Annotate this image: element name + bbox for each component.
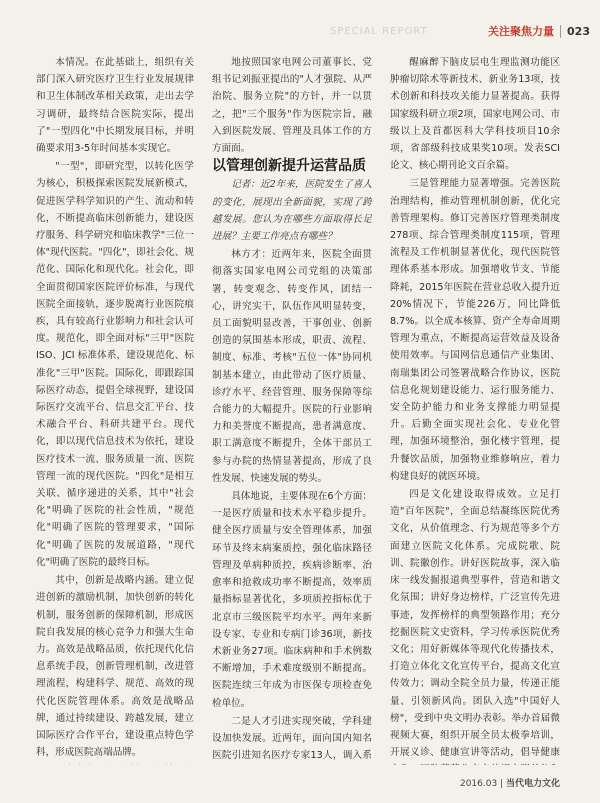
paragraph: 其中，创新是战略内涵。建立促进创新的激励机制，加快创新的转化机制，服务创新的保障机制，形成医院自我发展的核心竞争力和强大生命力。高效是战略品质，依托现代化信息系统手段，创新管理机制，改进管理流程，构建科学、规范、高效的现代化医院管理体系。高效是战略品牌，通过持续建设、跨越发展，建立国际医疗合作平台，建设重点特色学科，形成医院高端品牌。: [36, 575, 194, 759]
interview-answer: 林方才：近两年来，医院全面贯彻落实国家电网公司党组的决策部署，转变观念、转变作风，团结一心，讲究实干，队伍作风明显转变，员工面貌明显改善，干事创业、创新创造的氛围基本形成，职责、流程、制度、标准、考核"五位一体"协同机制基本建立，由此带动了医疗质量、诊疗水平、经营管理、服务保障等综合能力的大幅提升。医院的行业影响力和美誉度不断提高，患者满意度、职工满意度不断提升，全体干部员工参与办院的热情显著提高，形成了良性发展、快速发展的势头。: [212, 249, 372, 484]
interview-question: 记者：近2年来，医院发生了喜人的变化，展现出全新面貌，实现了跨越发展。您认为在哪些方面取得长足进展？主要工作亮点有哪些？: [212, 179, 372, 243]
page-footer: 2016.03 | 当代电力文化: [459, 779, 560, 789]
paragraph: "一型"，即研究型，以转化医学为核心，积极探索医院发展新模式，促进医学科学知识的产生、流动和转化，不断提高临床创新能力，建设医疗服务、科学研究和临床教学"三位一体"现代医院。"四化"，即社会化、规范化、国际化和现代化。社会化，即全面贯彻国家医院评价标准，与现代医院全面接轨，逐步脱离行业医院痕疾，具有较高行业影响力和社会认可度。规范化，即全面对标"三甲"医院 ISO、JCI 标准体系，建设规范化、标准化"三甲"医院。国际化，即跟踪国际医疗动态，提倡全球视野，建设国际医疗交流平台、信息交汇平台、技术融合平台、科研共建平台。现代化，即以现代信息技术为依托，建设医疗技术一流、服务质量一流、医院管理一流的现代医院。"四化"是相互关联、循序递进的关系，其中"社会化"明确了医院的社会性质，"规范化"明确了医院的管理要求，"国际化"明确了医院的发展道路，"现代化"明确了医院的最终目标。: [36, 161, 194, 568]
paragraph: 四是文化建设取得成效。立足打造"百年医院"，全面总结凝练医院优秀文化，从价值理念、行为规范等多个方面建立医院文化体系。完成院歌、院训、院徽创作。讲好医院故事，深入临床一线发掘报道典型事件，营造和谐文化氛围；讲好身边榜样，广泛宣传先进事迹，发挥榜样的典型领路作用；充分挖掘医院文史资料，学习传承医院优秀文化；用好新媒体等现代化传播技术，打造立体化文化宣传平台，提高文化宣传效力；调动全院全员力量，传递正能量、引领新风尚。团队入选"中国好人榜"，受到中央文明办表彰。举办首届微视频大赛，组织开展全员太极拳培训，开展义诊、健康宣讲等活动，倡导健康: [390, 489, 560, 759]
section-tag: 关注聚焦力量: [488, 25, 555, 38]
section-heading: 以管理创新提升运营品质: [212, 158, 366, 175]
page-number: 023: [560, 25, 590, 38]
column-1: [36, 54, 194, 765]
magazine-name: 当代电力文化: [505, 779, 560, 789]
issue-date: 2016.03: [459, 779, 498, 789]
paragraph: 具体地说，主要体现在6个方面：一是医疗质量和技术水平稳步提升。健全医疗质量与安全管理体系，加强环节及终末病案质控，强化临床路径管理及单病种质控，疾病诊断率、治愈率和抢救成功率不断提高，效率质量指标显著优化，多项质控指标优于北京市三级医院平均水平。两年来新设专家、专业和专病门诊36项，新技术新业务27项。临床病种和手术例数不断增加，手术难度级别不断提高。医院连续三年成为市医保专项检查免检单位。: [212, 491, 372, 709]
paragraph: 三是管理能力显著增强。完善医院治理结构，推动管理机制创新，优化完善管理架构。修订完善医疗管理类制度278项、综合管理类制度115项，管理流程及工作机制显著优化，现代医院管理体系基本形成。加强增收节支、节能降耗，2015年医院在营业总收入提升近20%情况下，节能226万，同比降低8.7%。以全成本核算、资产全寿命周期管理为重点，不断提高运营效益及设备使用效率。与国网信息通信产业集团、南瑞集团公司签署战略合作协议，医院信息化规划建设能力、运行服务能力、安全防护能力和业务支撑能力明显提升。后勤全面实现社会化、专业化管理，加强环境整治，强化楼宇管理，提升餐饮品质，加强物业维修响应，着力构建良好的就医环境。: [390, 178, 560, 482]
paragraph: 本情况。在此基础上，组织有关部门深入研究医疗卫生行业发展规律和卫生体制改革相关政策，走出去学习调研，最终结合医院实际，提出了"一型四化"中长期发展目标，并明确要求用3-5年时间基本实现它。: [36, 57, 194, 155]
paragraph: 二是人才引进实现突破，学科建设加快发展。近两年，面向国内知名医院引进知名医疗专家13人，调入系: [212, 715, 372, 762]
header-ghost-text: SPECIAL REPORT: [330, 26, 428, 37]
paragraph: [36, 762, 194, 765]
column-2: [212, 54, 372, 765]
paragraph: 地按照国家电网公司董事长、党组书记刘振亚提出的"人才强院、从严治院、服务立院"的方针，并一以贯之，把"三个服务"作为医院宗旨，融入到医院发展、管理及具体工作的方方面面。: [212, 57, 372, 155]
column-3: [390, 54, 560, 765]
paragraph: 醒麻醉下脑皮层电生理监测功能区肿瘤切除术等新技术、新业务13项，技术创新和科技攻关能力显著提高。获得国家级科研立项2项，国家电网公司、市级以上及首都医科大学科技项目10余项，省部级科技成果奖10项。发表SCI论文、核心期刊论文百余篇。: [390, 57, 560, 172]
page-header: [430, 20, 600, 42]
